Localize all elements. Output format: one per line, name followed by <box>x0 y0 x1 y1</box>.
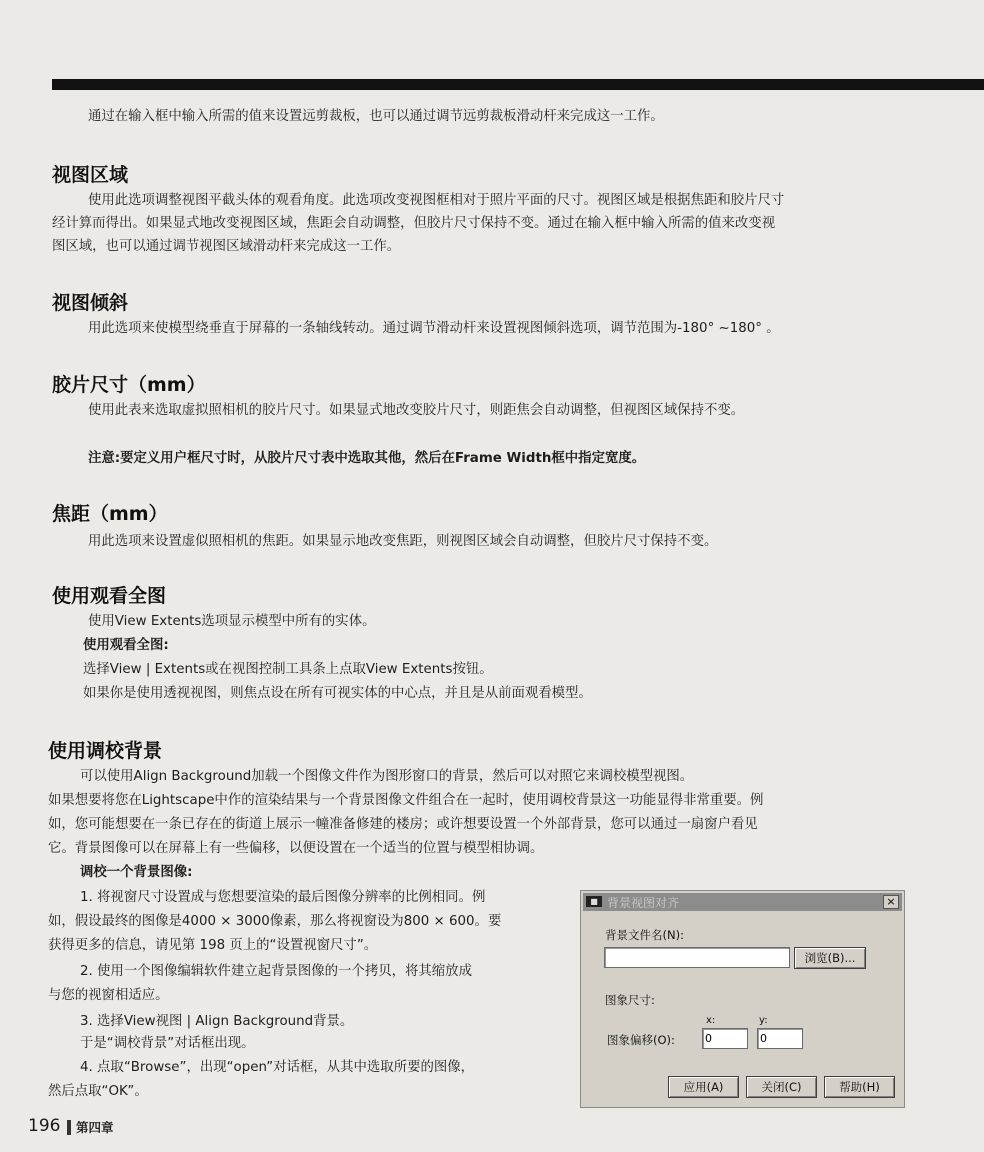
apply-button[interactable]: 应用(A) <box>668 1076 739 1098</box>
heading-align-background: 使用调校背景 <box>48 740 163 762</box>
offset-y-input[interactable] <box>757 1028 803 1049</box>
image-offset-label: 图象偏移(O): <box>607 1033 675 1047</box>
step-line-4: 2. 使用一个图像编辑软件建立起背景图像的一个拷贝，将其缩放成 <box>80 964 472 979</box>
y-label: y: <box>759 1015 768 1026</box>
view-area-line-3: 图区域，也可以通过调节视图区域滑动杆来完成这一工作。 <box>52 239 401 254</box>
file-name-input[interactable] <box>604 947 790 968</box>
step-line-2: 如，假设最终的图像是4000 × 3000像素，那么将视窗设为800 × 600。要 <box>48 914 502 929</box>
dialog-title-bar <box>583 893 902 911</box>
film-size-note: 注意:要定义用户框尺寸时，从胶片尺寸表中选取其他，然后在Frame Width框中指定宽度。 <box>88 451 646 466</box>
intro-text: 通过在输入框中输入所需的值来设置远剪裁板，也可以通过调节远剪裁板滑动杆来完成这一工作。 <box>88 109 664 124</box>
browse-button[interactable]: 浏览(B)... <box>794 947 866 969</box>
heading-view-area: 视图区域 <box>52 164 129 186</box>
view-tilt-text: 用此选项来使模型绕垂直于屏幕的一条轴线转动。通过调节滑动杆来设置视图倾斜选项，调节范围为-180° ~180° 。 <box>88 321 780 336</box>
focal-length-text: 用此选项来设置虚似照相机的焦距。如果显示地改变焦距，则视图区域会自动调整，但胶片尺寸保持不变。 <box>88 534 718 549</box>
window-icon: ■ <box>586 896 602 907</box>
close-button[interactable]: 关闭(C) <box>746 1076 817 1098</box>
view-extents-line-3: 如果你是使用透视视图，则焦点设在所有可视实体的中心点，并且是从前面观看模型。 <box>83 686 592 701</box>
view-extents-subheading: 使用观看全图: <box>83 638 169 653</box>
step-line-6: 3. 选择View视图 | Align Background背景。 <box>80 1014 354 1029</box>
align-bg-line-3: 如，您可能想要在一条已存在的街道上展示一幢准备修建的楼房；或许想要设置一个外部背景，您可以通过一扇窗户看见 <box>48 817 758 832</box>
offset-x-input[interactable] <box>702 1028 748 1049</box>
header-rule <box>52 79 984 90</box>
chapter-label: 第四章 <box>76 1120 114 1135</box>
help-button[interactable]: 帮助(H) <box>824 1076 895 1098</box>
view-area-line-1: 使用此选项调整视图平截头体的观看角度。此选项改变视图框相对于照片平面的尺寸。视图区域是根据焦距和胶片尺寸 <box>88 193 785 208</box>
file-name-label: 背景文件名(N): <box>605 928 684 942</box>
close-icon[interactable]: × <box>883 895 899 909</box>
step-line-7: 于是“调校背景”对话框出现。 <box>80 1036 255 1051</box>
heading-view-tilt: 视图倾斜 <box>52 292 129 314</box>
view-area-line-2: 经计算而得出。如果显式地改变视图区域，焦距会自动调整，但胶片尺寸保持不变。通过在输入框中输入所需的值来改变视 <box>52 216 776 231</box>
align-background-dialog <box>580 890 905 1108</box>
heading-film-size: 胶片尺寸（mm） <box>52 374 206 396</box>
step-line-9: 然后点取“OK”。 <box>48 1084 148 1099</box>
image-size-label: 图象尺寸: <box>605 993 655 1007</box>
heading-view-extents: 使用观看全图 <box>52 585 167 607</box>
page-number: 196 <box>28 1116 61 1136</box>
heading-focal-length: 焦距（mm） <box>52 503 168 525</box>
align-bg-line-4: 它。背景图像可以在屏幕上有一些偏移，以便设置在一个适当的位置与模型相协调。 <box>48 841 544 856</box>
dialog-title: 背景视图对齐 <box>607 896 680 910</box>
step-line-8: 4. 点取“Browse”，出现“open”对话框，从其中选取所要的图像， <box>80 1060 475 1075</box>
align-bg-line-1: 可以使用Align Background加载一个图像文件作为图形窗口的背景，然后可以对照它来调校模型视图。 <box>80 769 694 784</box>
view-extents-line-2: 选择View | Extents或在视图控制工具条上点取View Extents按钮。 <box>83 662 493 677</box>
step-line-1: 1. 将视窗尺寸设置成与您想要渲染的最后图像分辨率的比例相同。例 <box>80 890 486 905</box>
x-label: x: <box>706 1015 716 1026</box>
step-line-3: 获得更多的信息，请见第 198 页上的“设置视窗尺寸”。 <box>48 938 378 953</box>
align-bg-subheading: 调校一个背景图像: <box>80 865 193 880</box>
footer-divider <box>67 1120 71 1135</box>
view-extents-line-1: 使用View Extents选项显示模型中所有的实体。 <box>88 614 376 629</box>
align-bg-line-2: 如果想要将您在Lightscape中作的渲染结果与一个背景图像文件组合在一起时，使用调校背景这一功能显得非常重要。例 <box>48 793 764 808</box>
step-line-5: 与您的视窗相适应。 <box>48 988 169 1003</box>
film-size-text: 使用此表来选取虚拟照相机的胶片尺寸。如果显式地改变胶片尺寸，则距焦会自动调整，但视图区域保持不变。 <box>88 403 745 418</box>
